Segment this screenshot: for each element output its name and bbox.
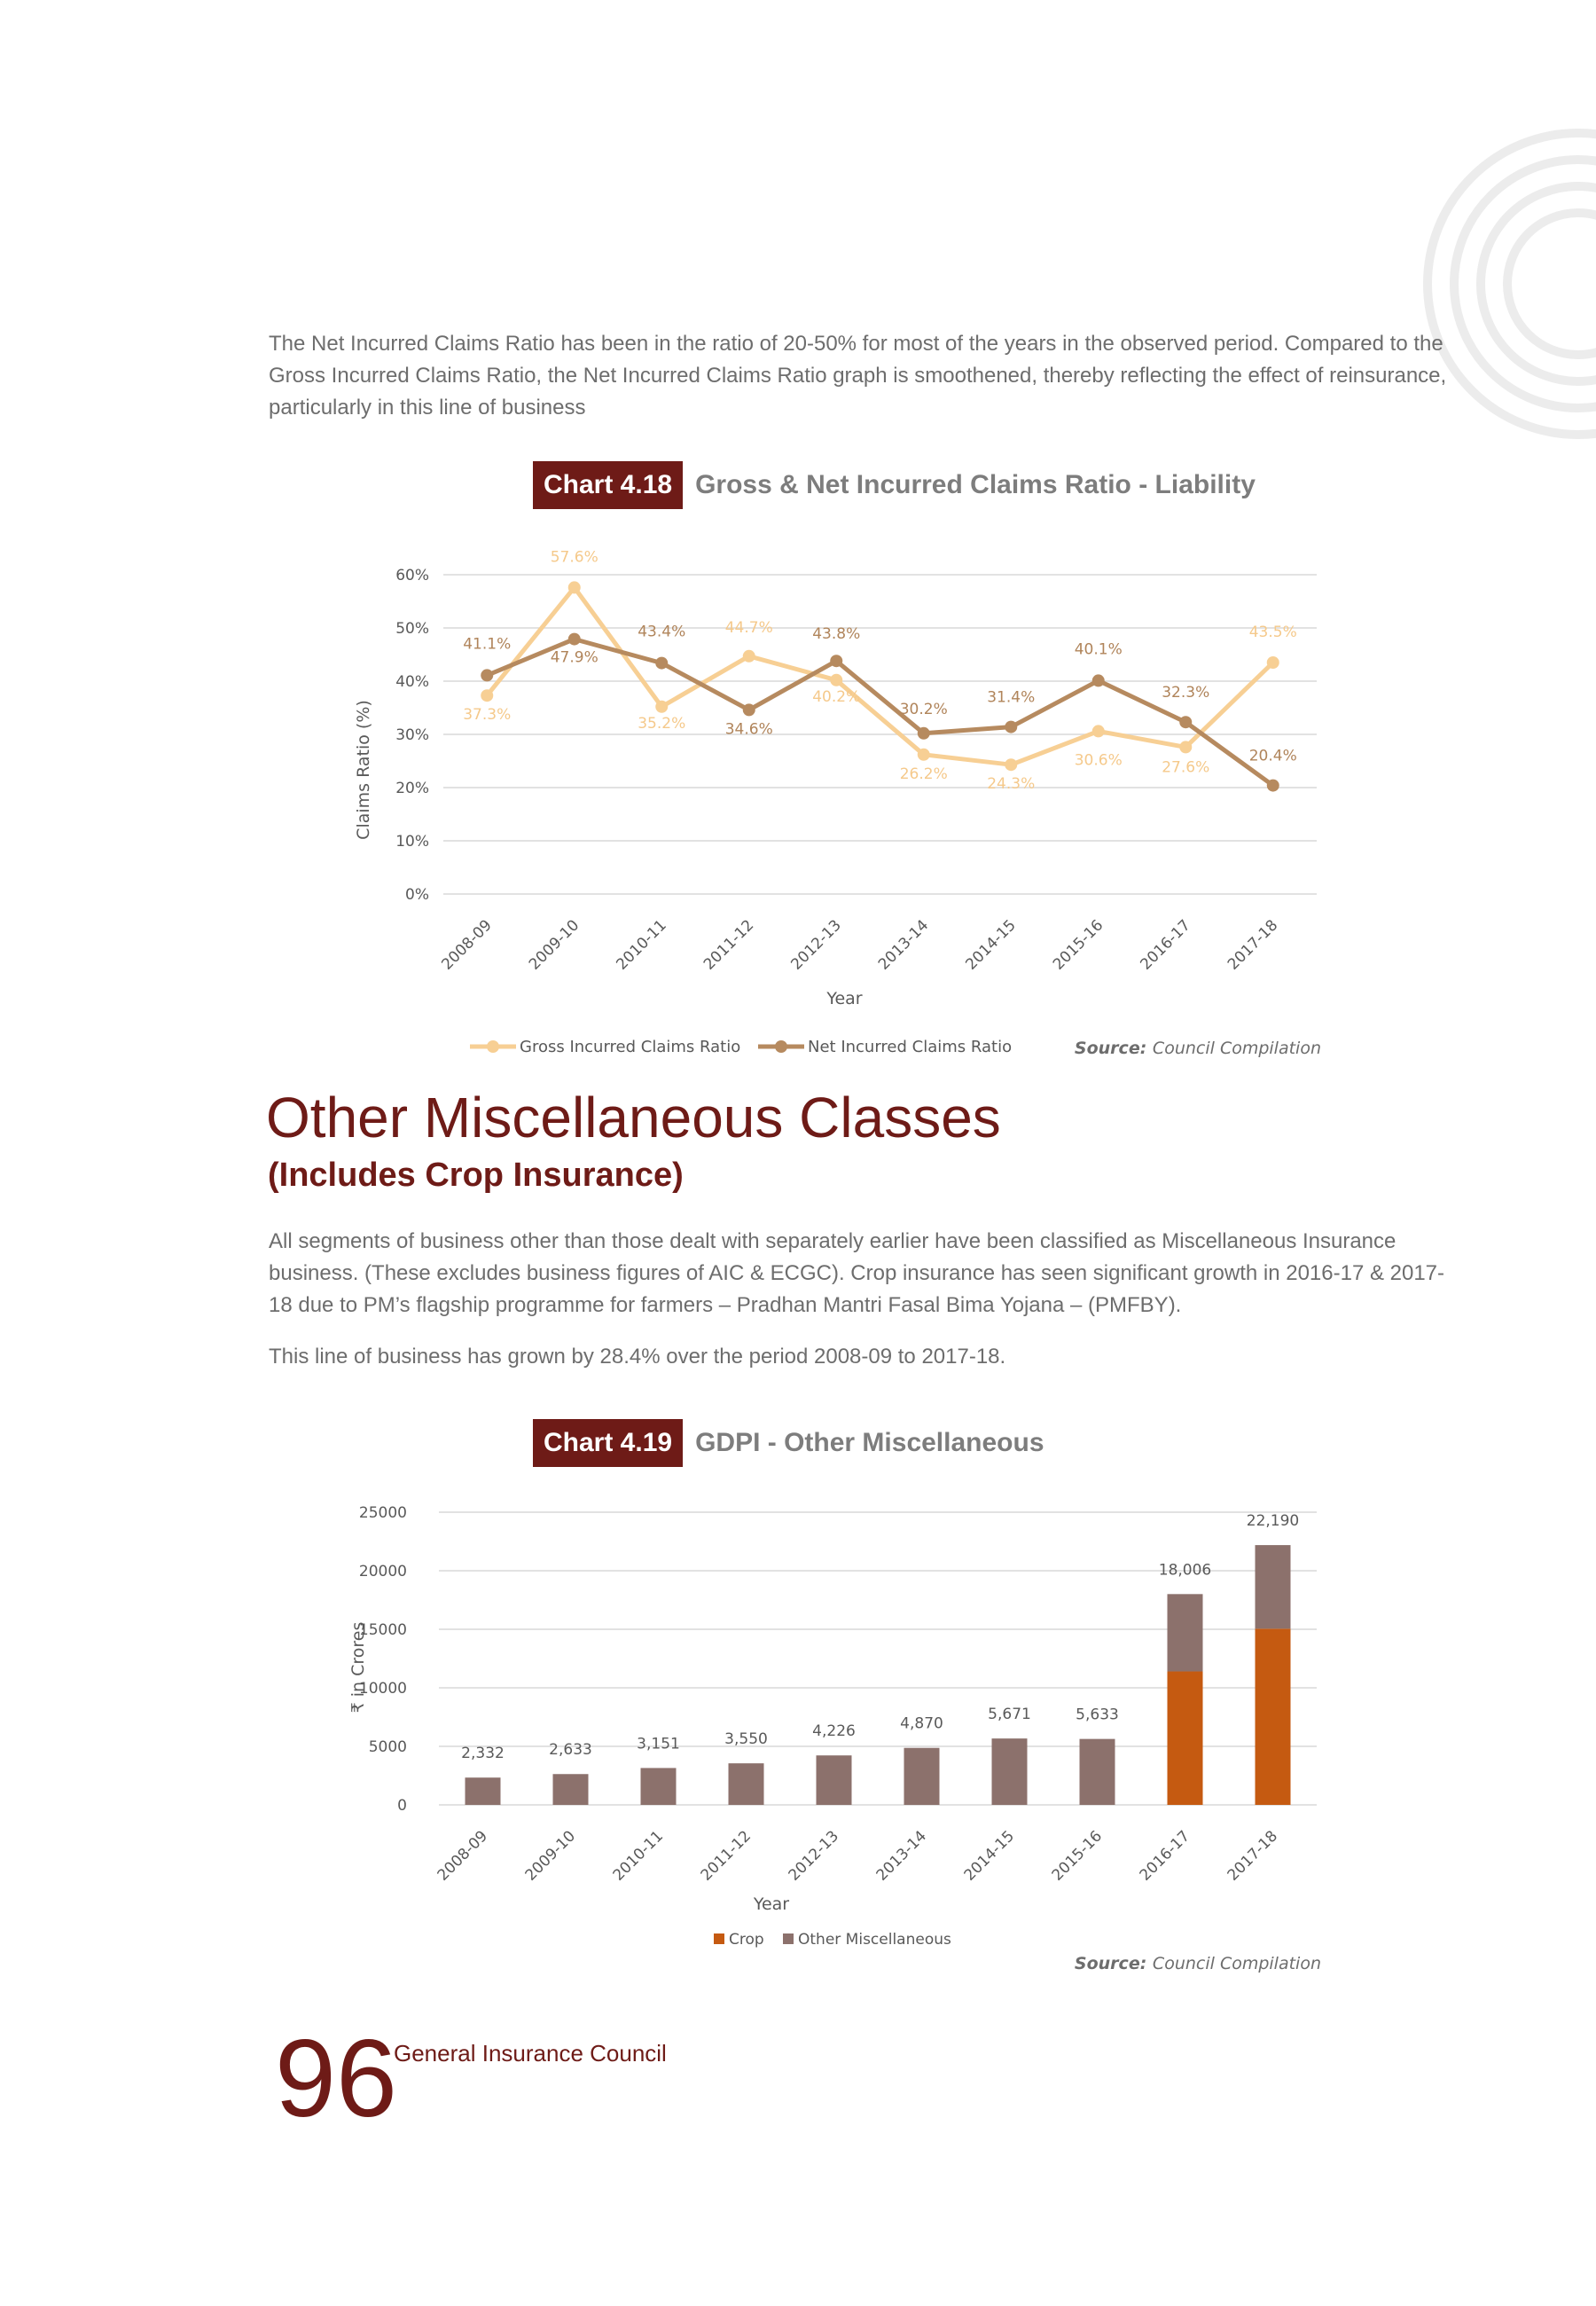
y-tick-label: 60%	[395, 567, 429, 584]
claims-ratio-line-chart	[337, 532, 1339, 1082]
gross-claims-data-label: 37.3%	[463, 706, 512, 725]
gross-claims-data-label: 43.5%	[1248, 624, 1297, 641]
y-tick-label: 0	[397, 1797, 407, 1815]
gross-claims-data-label: 30.6%	[1074, 751, 1123, 770]
gross-claims-point	[655, 701, 668, 713]
y-tick-label: 0%	[405, 886, 429, 904]
total-data-label: 18,006	[1158, 1561, 1212, 1580]
x-tick-label: 2010-11	[609, 1827, 668, 1885]
gross-claims-line	[487, 587, 1273, 765]
net-claims-point	[918, 727, 930, 740]
net-claims-data-label: 43.4%	[638, 623, 686, 641]
x-tick-label: 2011-12	[700, 916, 758, 974]
publisher-name: General Insurance Council	[394, 2040, 667, 2067]
gross-claims-data-label: 35.2%	[638, 714, 686, 733]
legend-swatch	[783, 1933, 794, 1944]
net-claims-data-label: 47.9%	[550, 648, 598, 667]
total-data-label: 5,633	[1076, 1706, 1119, 1724]
intro-paragraph: The Net Incurred Claims Ratio has been in the ratio of 20-50% for most of the years in the observed period. Compared to the Gross Incurred Claims Ratio, the Net Incurred Claims Ratio graph is smoothened, thereby reflecting the effect of reinsurance, particularly in this line of business	[269, 332, 1447, 420]
gross-claims-data-label: 26.2%	[899, 765, 948, 783]
net-claims-data-label: 31.4%	[987, 688, 1036, 707]
net-claims-data-label: 30.2%	[899, 700, 948, 718]
gdpi-stacked-bar-chart	[337, 1490, 1339, 1987]
chart-4-19-title	[533, 1419, 1044, 1467]
x-tick-label: 2009-10	[521, 1827, 580, 1885]
y-tick-label: 10000	[358, 1680, 407, 1698]
y-tick-label: 20000	[358, 1563, 407, 1580]
net-claims-data-label: 34.6%	[724, 720, 773, 739]
crop-bar-segment	[1168, 1672, 1203, 1805]
x-tick-label: 2011-12	[697, 1827, 755, 1885]
other-misc-bar-segment	[729, 1763, 764, 1805]
other-misc-bar-segment	[1168, 1594, 1203, 1671]
net-claims-data-label: 32.3%	[1162, 684, 1210, 702]
y-tick-label: 10%	[395, 833, 429, 851]
y-axis-label: Claims Ratio (%)	[354, 700, 373, 840]
total-data-label: 2,332	[461, 1745, 505, 1763]
x-tick-label: 2015-16	[1048, 1827, 1107, 1885]
legend-label: Net Incurred Claims Ratio	[808, 1038, 1013, 1056]
total-data-label: 4,226	[812, 1722, 856, 1741]
chart-badge: Chart 4.18	[533, 461, 683, 509]
x-tick-label: 2014-15	[960, 1827, 1019, 1885]
gross-claims-point	[918, 749, 930, 761]
gross-claims-point	[1092, 725, 1105, 737]
gross-claims-point	[1179, 741, 1192, 753]
source-note	[1075, 1039, 1321, 1058]
growth-paragraph: This line of business has grown by 28.4% over the period 2008-09 to 2017-18.	[269, 1345, 1006, 1369]
net-claims-point	[1179, 716, 1192, 728]
x-tick-label: 2008-09	[438, 916, 496, 974]
net-claims-data-label: 40.1%	[1074, 640, 1123, 659]
total-data-label: 3,151	[637, 1735, 680, 1753]
gross-claims-data-label: 57.6%	[550, 548, 598, 567]
y-tick-label: 40%	[395, 673, 429, 691]
section-subheading: (Includes Crop Insurance)	[268, 1157, 684, 1194]
legend-marker	[487, 1040, 499, 1053]
net-claims-point	[830, 655, 842, 667]
y-tick-label: 20%	[395, 780, 429, 797]
x-tick-label: 2013-14	[872, 1827, 931, 1885]
x-axis-label: Year	[753, 1894, 790, 1914]
x-tick-label: 2009-10	[525, 916, 583, 974]
other-misc-bar-segment	[904, 1748, 940, 1805]
x-tick-label: 2010-11	[613, 916, 670, 974]
total-data-label: 2,633	[549, 1741, 592, 1760]
net-claims-data-label: 43.8%	[812, 625, 861, 644]
source-text: Council Compilation	[1152, 1954, 1321, 1973]
gross-claims-point	[568, 581, 581, 593]
chart-name: GDPI - Other Miscellaneous	[695, 1428, 1044, 1457]
legend-label: Crop	[729, 1931, 764, 1949]
section-heading: Other Miscellaneous Classes	[266, 1086, 1001, 1149]
net-claims-point	[568, 633, 581, 646]
source-label: Source:	[1074, 1954, 1153, 1973]
net-claims-point	[1092, 674, 1105, 686]
gross-claims-data-label: 24.3%	[987, 775, 1036, 794]
source-text: Council Compilation	[1152, 1039, 1321, 1058]
net-claims-point	[1267, 780, 1279, 792]
total-data-label: 4,870	[900, 1714, 943, 1733]
gross-claims-point	[481, 689, 493, 702]
total-data-label: 5,671	[988, 1706, 1031, 1724]
crop-bar-segment	[1256, 1628, 1291, 1805]
gross-claims-data-label: 27.6%	[1162, 758, 1210, 777]
legend-label: Gross Incurred Claims Ratio	[520, 1038, 741, 1056]
gross-claims-point	[1267, 656, 1279, 669]
x-tick-label: 2017-18	[1224, 916, 1282, 974]
other-misc-bar-segment	[1080, 1739, 1115, 1805]
x-tick-label: 2013-14	[874, 916, 933, 974]
other-misc-bar-segment	[992, 1738, 1028, 1805]
other-misc-bar-segment	[1256, 1545, 1291, 1628]
gross-claims-data-label: 40.2%	[812, 687, 861, 706]
net-claims-point	[655, 657, 668, 670]
x-tick-label: 2016-17	[1136, 1827, 1194, 1885]
other-misc-bar-segment	[553, 1774, 589, 1805]
y-tick-label: 50%	[395, 620, 429, 638]
page-number: 96	[275, 2018, 397, 2140]
chart-4-18-title	[533, 461, 1256, 509]
legend-label: Other Miscellaneous	[798, 1931, 951, 1949]
source-label: Source:	[1074, 1039, 1153, 1058]
net-claims-data-label: 41.1%	[463, 635, 512, 654]
x-tick-label: 2016-17	[1137, 916, 1194, 974]
x-tick-label: 2017-18	[1224, 1827, 1282, 1885]
net-claims-line	[487, 639, 1273, 786]
y-tick-label: 30%	[395, 726, 429, 744]
section-paragraph: All segments of business other than those dealt with separately earlier have been classified as Miscellaneous Insurance business. (These excludes business figures of AIC & ECGC). Crop insurance has seen significant growth in 2016-17 & 2017-18 due to PM’s flagship programme for farmers – Pradhan Mantri Fasal Bima Yojana – (PMFBY).	[269, 1229, 1445, 1317]
y-tick-label: 5000	[368, 1738, 407, 1756]
y-axis-label: ₹ in Crores	[348, 1621, 368, 1714]
legend-swatch	[714, 1933, 724, 1944]
chart-badge: Chart 4.19	[533, 1419, 683, 1467]
x-tick-label: 2015-16	[1049, 916, 1107, 974]
x-tick-label: 2014-15	[962, 916, 1020, 974]
x-tick-label: 2008-09	[434, 1827, 492, 1885]
net-claims-data-label: 20.4%	[1248, 747, 1297, 765]
net-claims-point	[481, 669, 493, 681]
gross-claims-point	[830, 674, 842, 686]
total-data-label: 22,190	[1246, 1512, 1300, 1531]
gross-claims-point	[743, 650, 755, 663]
gross-claims-point	[1005, 758, 1017, 771]
net-claims-point	[1005, 721, 1017, 733]
net-claims-point	[743, 703, 755, 716]
y-tick-label: 15000	[358, 1621, 407, 1639]
x-axis-label: Year	[826, 989, 863, 1008]
gross-claims-data-label: 44.7%	[724, 618, 773, 637]
source-note	[1075, 1954, 1321, 1973]
x-tick-label: 2012-13	[787, 916, 845, 974]
y-tick-label: 25000	[358, 1504, 407, 1522]
chart-name: Gross & Net Incurred Claims Ratio - Liability	[695, 470, 1256, 499]
other-misc-bar-segment	[466, 1777, 501, 1805]
legend-marker	[775, 1040, 787, 1053]
x-tick-label: 2012-13	[785, 1827, 843, 1885]
other-misc-bar-segment	[641, 1768, 677, 1805]
total-data-label: 3,550	[724, 1730, 768, 1749]
other-misc-bar-segment	[817, 1755, 852, 1805]
